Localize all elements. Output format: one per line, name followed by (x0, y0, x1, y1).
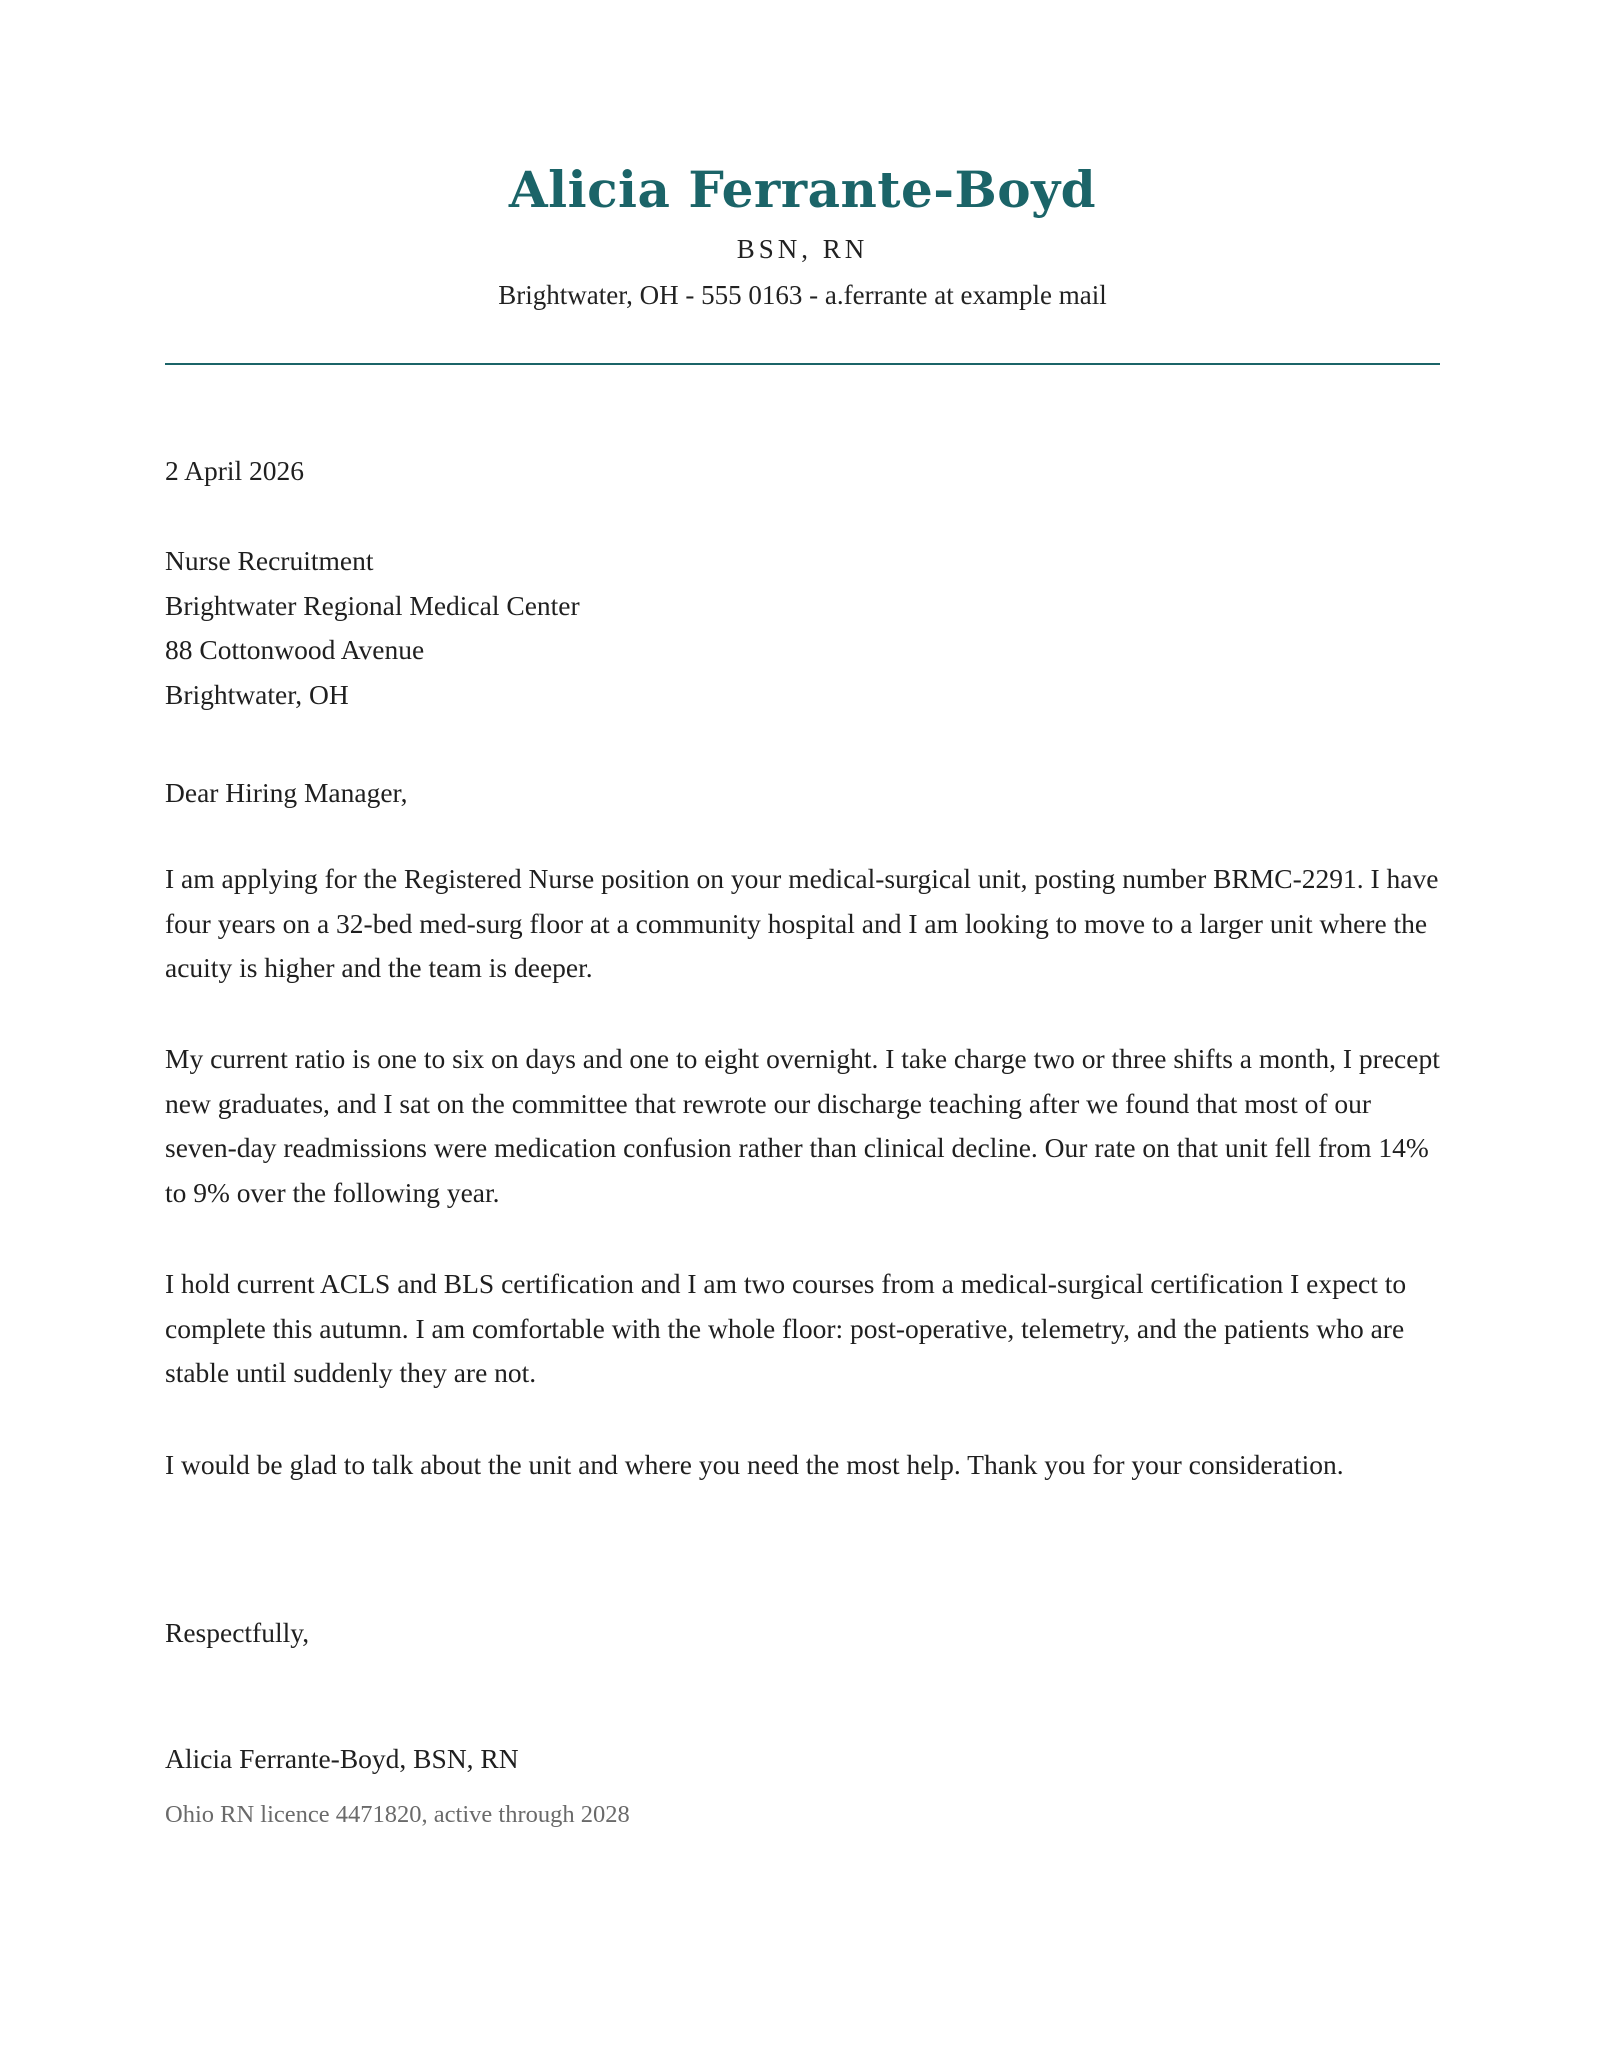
recipient-line: Nurse Recruitment (165, 545, 374, 576)
applicant-credentials: BSN, RN (736, 234, 869, 264)
licence-note: Ohio RN licence 4471820, active through 2028 (165, 1801, 630, 1828)
body-paragraph: I hold current ACLS and BLS certification and I am two courses from a medical-surgical certification I expect to complete this autumn. I am comfortable with the whole floor: post-operative, telemetry, and the patients who are stable until suddenly they are not. (165, 1268, 1407, 1388)
body-paragraph: I am applying for the Registered Nurse position on your medical-surgical unit, posting number BRMC-2291. I have four years on a 32-bed med-surg floor at a community hospital and I am looking to move to a larger unit where the acuity is higher and the team is deeper. (165, 863, 1439, 983)
body-paragraph: My current ratio is one to six on days and one to eight overnight. I take charge two or three shifts a month, I precept new graduates, and I sat on the committee that rewrote our discharge teaching after we found that most of our seven-day readmissions were medication confusion rather than clinical decline. Our rate on that unit fell from 14% to 9% over the following year. (165, 1043, 1440, 1208)
recipient-line: Brightwater, OH (165, 678, 349, 710)
closing: Respectfully, (165, 1617, 310, 1648)
recipient-address (165, 539, 580, 717)
recipient-line: Brightwater Regional Medical Center (165, 589, 580, 621)
applicant-name: Alicia Ferrante-Boyd (508, 160, 1097, 219)
body-paragraph: I would be glad to talk about the unit and where you need the most help. Thank you for your consideration. (165, 1449, 1344, 1480)
salutation: Dear Hiring Manager, (165, 777, 408, 808)
contact-line: Brightwater, OH - 555 0163 - a.ferrante at example mail (498, 280, 1107, 310)
header-divider (165, 363, 1440, 365)
letterhead (165, 158, 1440, 312)
signature-name: Alicia Ferrante-Boyd, BSN, RN (165, 1743, 519, 1774)
letter-page (165, 0, 1440, 2071)
recipient-line: 88 Cottonwood Avenue (165, 634, 425, 665)
letter-date: 2 April 2026 (165, 455, 305, 486)
